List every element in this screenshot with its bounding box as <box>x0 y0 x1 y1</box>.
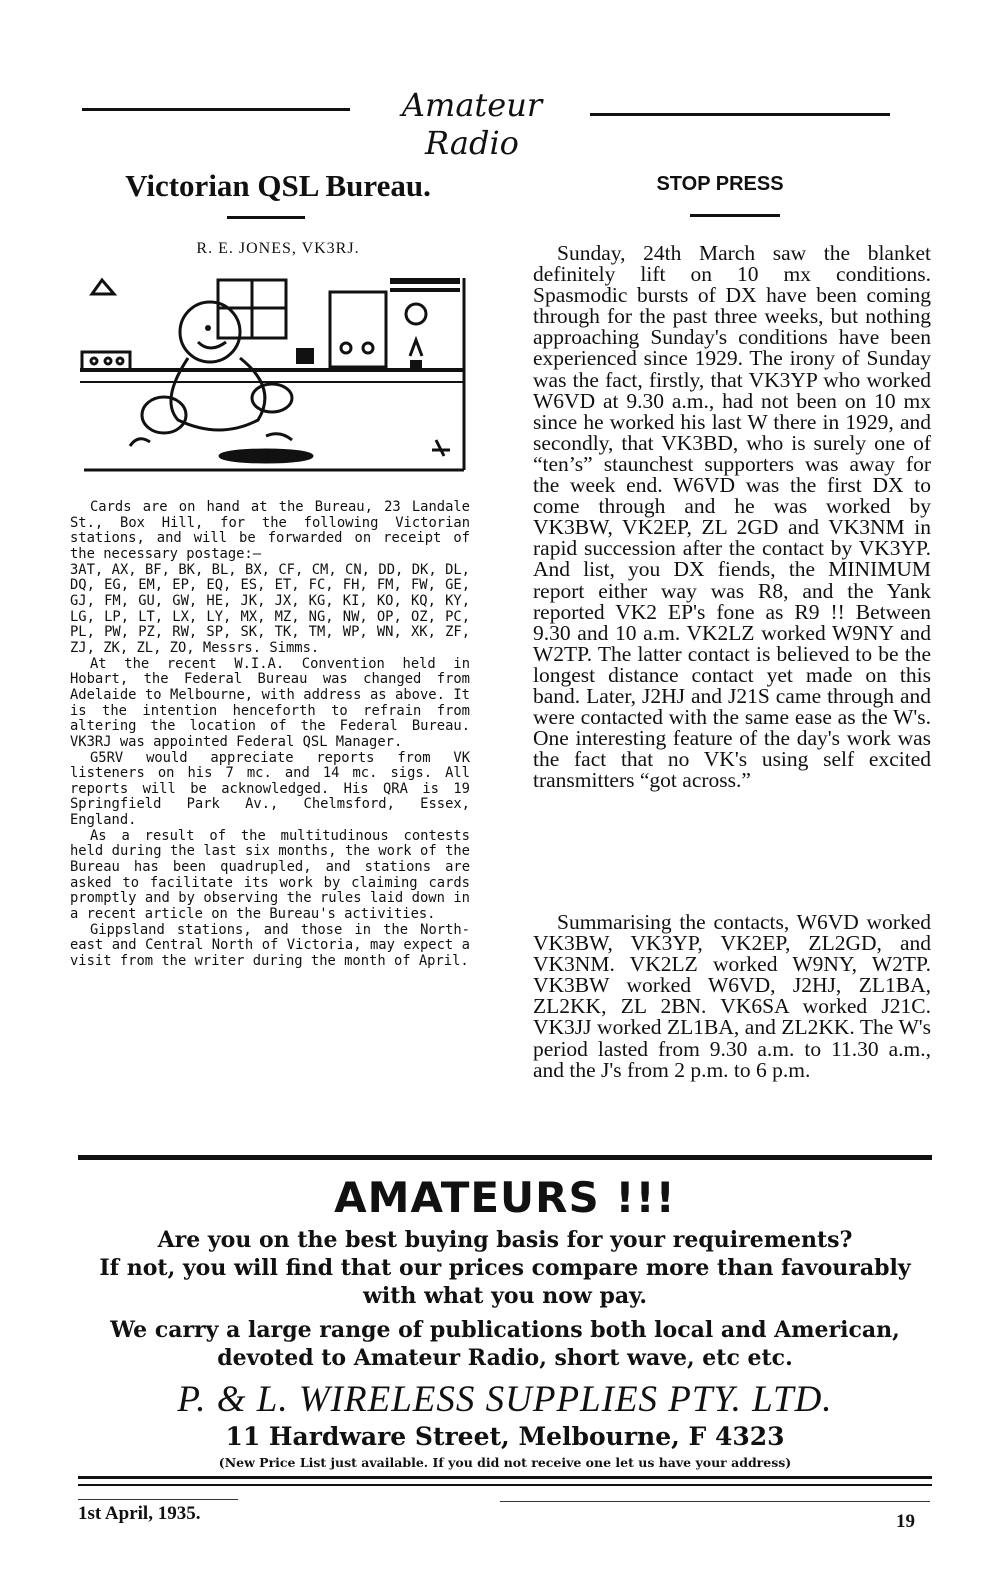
paragraph: As a result of the multitudinous contests held during the last six months, the work of the Bureau has been quadrupled, and stations are asked to facilitate its work by claiming cards promptly and by observing the rules laid down in a recent article on the Bureau's activities. <box>70 827 470 923</box>
ad-bottom-rule <box>78 1484 932 1486</box>
left-article-heading: Victorian QSL Bureau. <box>125 168 431 203</box>
footer-rule <box>78 1499 238 1500</box>
stop-press-body <box>533 243 931 791</box>
ad-company-name: P. & L. WIRELESS SUPPLIES PTY. LTD. <box>177 1379 833 1420</box>
left-article-body <box>70 500 470 970</box>
ad-address: 11 Hardware Street, Melbourne, F 4323 <box>225 1422 785 1451</box>
paragraph: Sunday, 24th March saw the blanket definitely lift on 10 mx conditions. Spasmodic bursts of DX have been coming through for the past three weeks, but nothing approaching Sunday's conditions have been experienced since 1929. The irony of Sunday was the fact, firstly, that VK3YP who worked W6VD at 9.30 a.m., had not been on 10 mx since he worked his last W there in 1929, and secondly, that VK3BD, who is surely one of “ten’s” staunchest supporters was away for the week end. W6VD was the first DX to come through and he was worked by VK3BW, VK2EP, ZL 2GD and VK3NM in rapid succession after the contact by VK3YP. And list, you DX fiends, the MINIMUM report either way was R8, and the Yank reported VK2 EP's fone as R9 !! Between 9.30 and 10 a.m. VK2LZ worked W9NY and W2TP. The latter contact is believed to be the longest distance contact yet made on this band. Later, J2HJ and J21S came through and were contacted with the same ease as the W's. One interesting feature of the day's work was the fact that no VK's using self excited transmitters “got across.” <box>533 241 931 793</box>
ad-bottom-rule <box>78 1476 932 1479</box>
stop-press-summary <box>533 912 931 1081</box>
paragraph: At the recent W.I.A. Convention held in Hobart, the Federal Bureau was changed from Adelaide to Melbourne, with address as above. It is the intention henceforth to refrain from altering the location of the Federal Bureau. VK3RJ was appointed Federal QSL Manager. <box>70 655 470 750</box>
ad-headline: AMATEURS !!! <box>334 1173 676 1222</box>
ad-line: If not, you will find that our prices compare more than favourably with what you now pay. <box>99 1255 911 1309</box>
footer-rule <box>500 1501 930 1502</box>
ad-note: (New Price List just available. If you did not receive one let us have your address) <box>218 1455 792 1470</box>
page-number: 19 <box>896 1511 915 1532</box>
masthead-rule-right <box>590 113 890 116</box>
advertisement <box>78 1168 932 1474</box>
masthead-title: Amateur Radio <box>401 86 543 162</box>
paragraph: Summarising the contacts, W6VD worked VK3BW, VK3YP, VK2EP, ZL2GD, and VK3NM. VK2LZ worked W9NY, W2TP. VK3BW worked W6VD, J2HJ, ZL1BA, ZL2KK, ZL 2BN. VK6SA worked J21C. VK3JJ worked ZL1BA, and ZL2KK. The W's period lasted from 9.30 a.m. to 11.30 a.m., and the J's from 2 p.m. to 6 p.m. <box>533 910 931 1082</box>
ad-line: Are you on the best buying basis for your requirements? <box>157 1227 853 1253</box>
paragraph: Gippsland stations, and those in the North-east and Central North of Victoria, may expect a visit from the writer during the month of April. <box>70 921 470 970</box>
paragraph: G5RV would appreciate reports from VK listeners on his 7 mc. and 14 mc. sigs. All reports will be acknowledged. His QRA is 19 Springfield Park Av., Chelmsford, Essex, England. <box>70 749 470 829</box>
article-byline: R. E. JONES, VK3RJ. <box>196 240 360 257</box>
masthead-rule-left <box>82 108 350 111</box>
paragraph: Cards are on hand at the Bureau, 23 Landale St., Box Hill, for the following Victorian stations, and will be forwarded on receipt of the necessary postage:— <box>70 499 470 562</box>
stop-press-heading: STOP PRESS <box>656 173 784 195</box>
right-heading-rule <box>690 214 780 217</box>
radio-operator-cartoon <box>80 270 468 475</box>
left-heading-rule <box>227 216 305 219</box>
ad-line: We carry a large range of publications both local and American, devoted to Amateur Radio, short wave, etc etc. <box>110 1317 900 1371</box>
issue-date: 1st April, 1935. <box>78 1503 201 1524</box>
station-callsign-list: 3AT, AX, BF, BK, BL, BX, CF, CM, CN, DD, DK, DL, DQ, EG, EM, EP, EQ, ES, ET, FC, FH, FM, FW, GE, GJ, FM, GU, GW, HE, JK, JX, KG, KI, KO, KQ, KY, LG, LP, LT, LX, LY, MX, MZ, NG, NW, OP, OZ, PC, PL, PW, PZ, RW, SP, SK, TK, TM, WP, WN, XK, ZF, ZJ, ZK, ZL, ZO, Messrs. Simms. <box>70 561 470 656</box>
ad-top-rule <box>78 1155 932 1160</box>
